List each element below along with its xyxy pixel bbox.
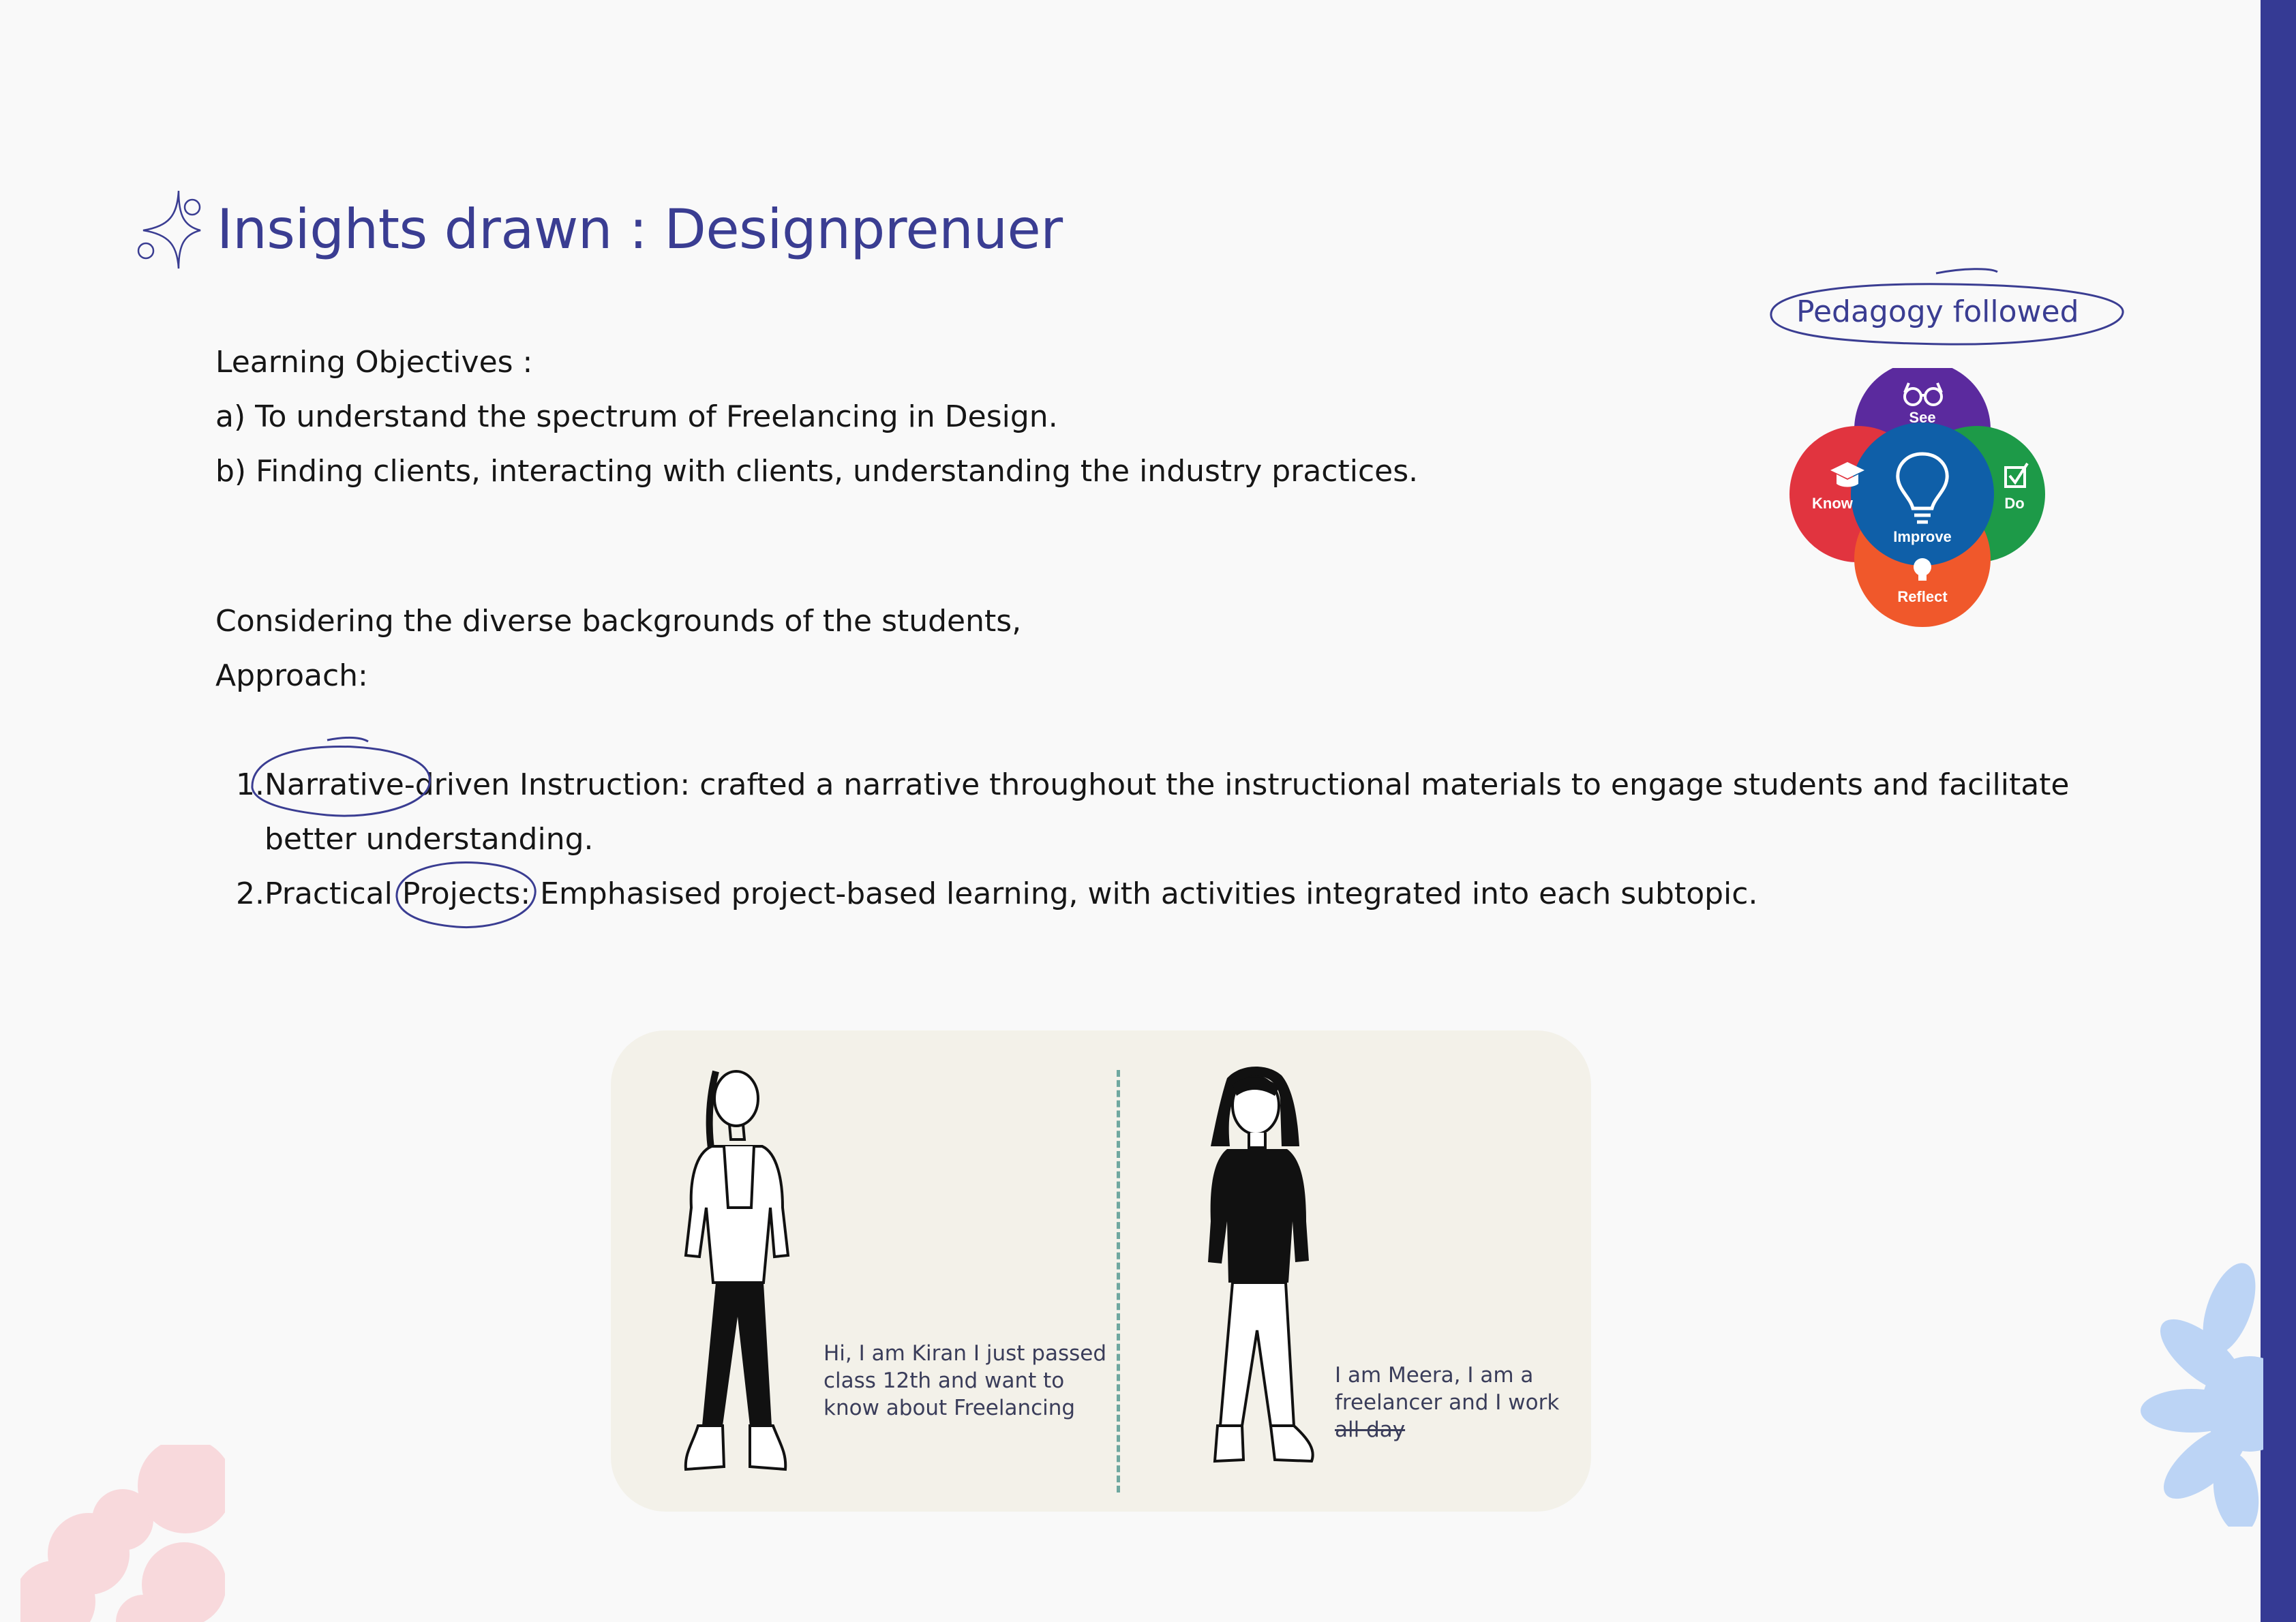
list-number: 1. <box>236 767 265 802</box>
venn-label-see: See <box>1909 409 1936 426</box>
panel-divider <box>1117 1070 1120 1493</box>
title-row <box>136 188 1063 270</box>
blue-flower-decoration <box>2141 1254 2263 1527</box>
meera-illustration <box>1173 1058 1336 1480</box>
venn-label-do: Do <box>2004 495 2025 512</box>
list-text: Narrative-driven Instruction: crafted a narrative throughout the instructional materials to engage students and facilitate better understanding. <box>265 767 2070 857</box>
venn-label-improve: Improve <box>1893 528 1952 545</box>
list-item <box>215 758 2138 867</box>
list-number: 2. <box>236 876 265 911</box>
kiran-caption: Hi, I am Kiran I just passed class 12th and want to know about Freelancing <box>824 1341 1107 1420</box>
meera-caption: I am Meera, I am a freelancer and I work all day <box>1335 1363 1560 1442</box>
list-text: Practical Projects: Emphasised project-based learning, with activities integrated into each subtopic. <box>265 876 1758 911</box>
highlight-term: Projects: <box>402 876 531 911</box>
context-line: Considering the diverse backgrounds of the students, <box>215 604 1022 639</box>
pink-blob-decoration <box>20 1445 225 1622</box>
venn-label-know: Know <box>1812 495 1853 512</box>
pedagogy-venn-diagram <box>1786 368 2045 627</box>
pedagogy-label: Pedagogy followed <box>1796 294 2079 329</box>
sparkle-icon <box>136 188 202 270</box>
venn-label-reflect: Reflect <box>1897 588 1948 605</box>
objective-b: b) Finding clients, interacting with clients, understanding the industry practices. <box>215 454 1419 489</box>
highlight-term: Narrative-driven <box>265 767 510 802</box>
approach-heading: Approach: <box>215 658 368 693</box>
objectives-heading: Learning Objectives : <box>215 345 533 380</box>
approach-list <box>215 758 2138 921</box>
list-item <box>215 867 2138 921</box>
kiran-illustration <box>654 1058 818 1480</box>
right-accent-bar <box>2261 0 2296 1622</box>
page-title: Insights drawn : Designprenuer <box>217 197 1063 261</box>
objective-a: a) To understand the spectrum of Freelancing in Design. <box>215 399 1058 434</box>
strikethrough-text: all day <box>1335 1418 1406 1442</box>
